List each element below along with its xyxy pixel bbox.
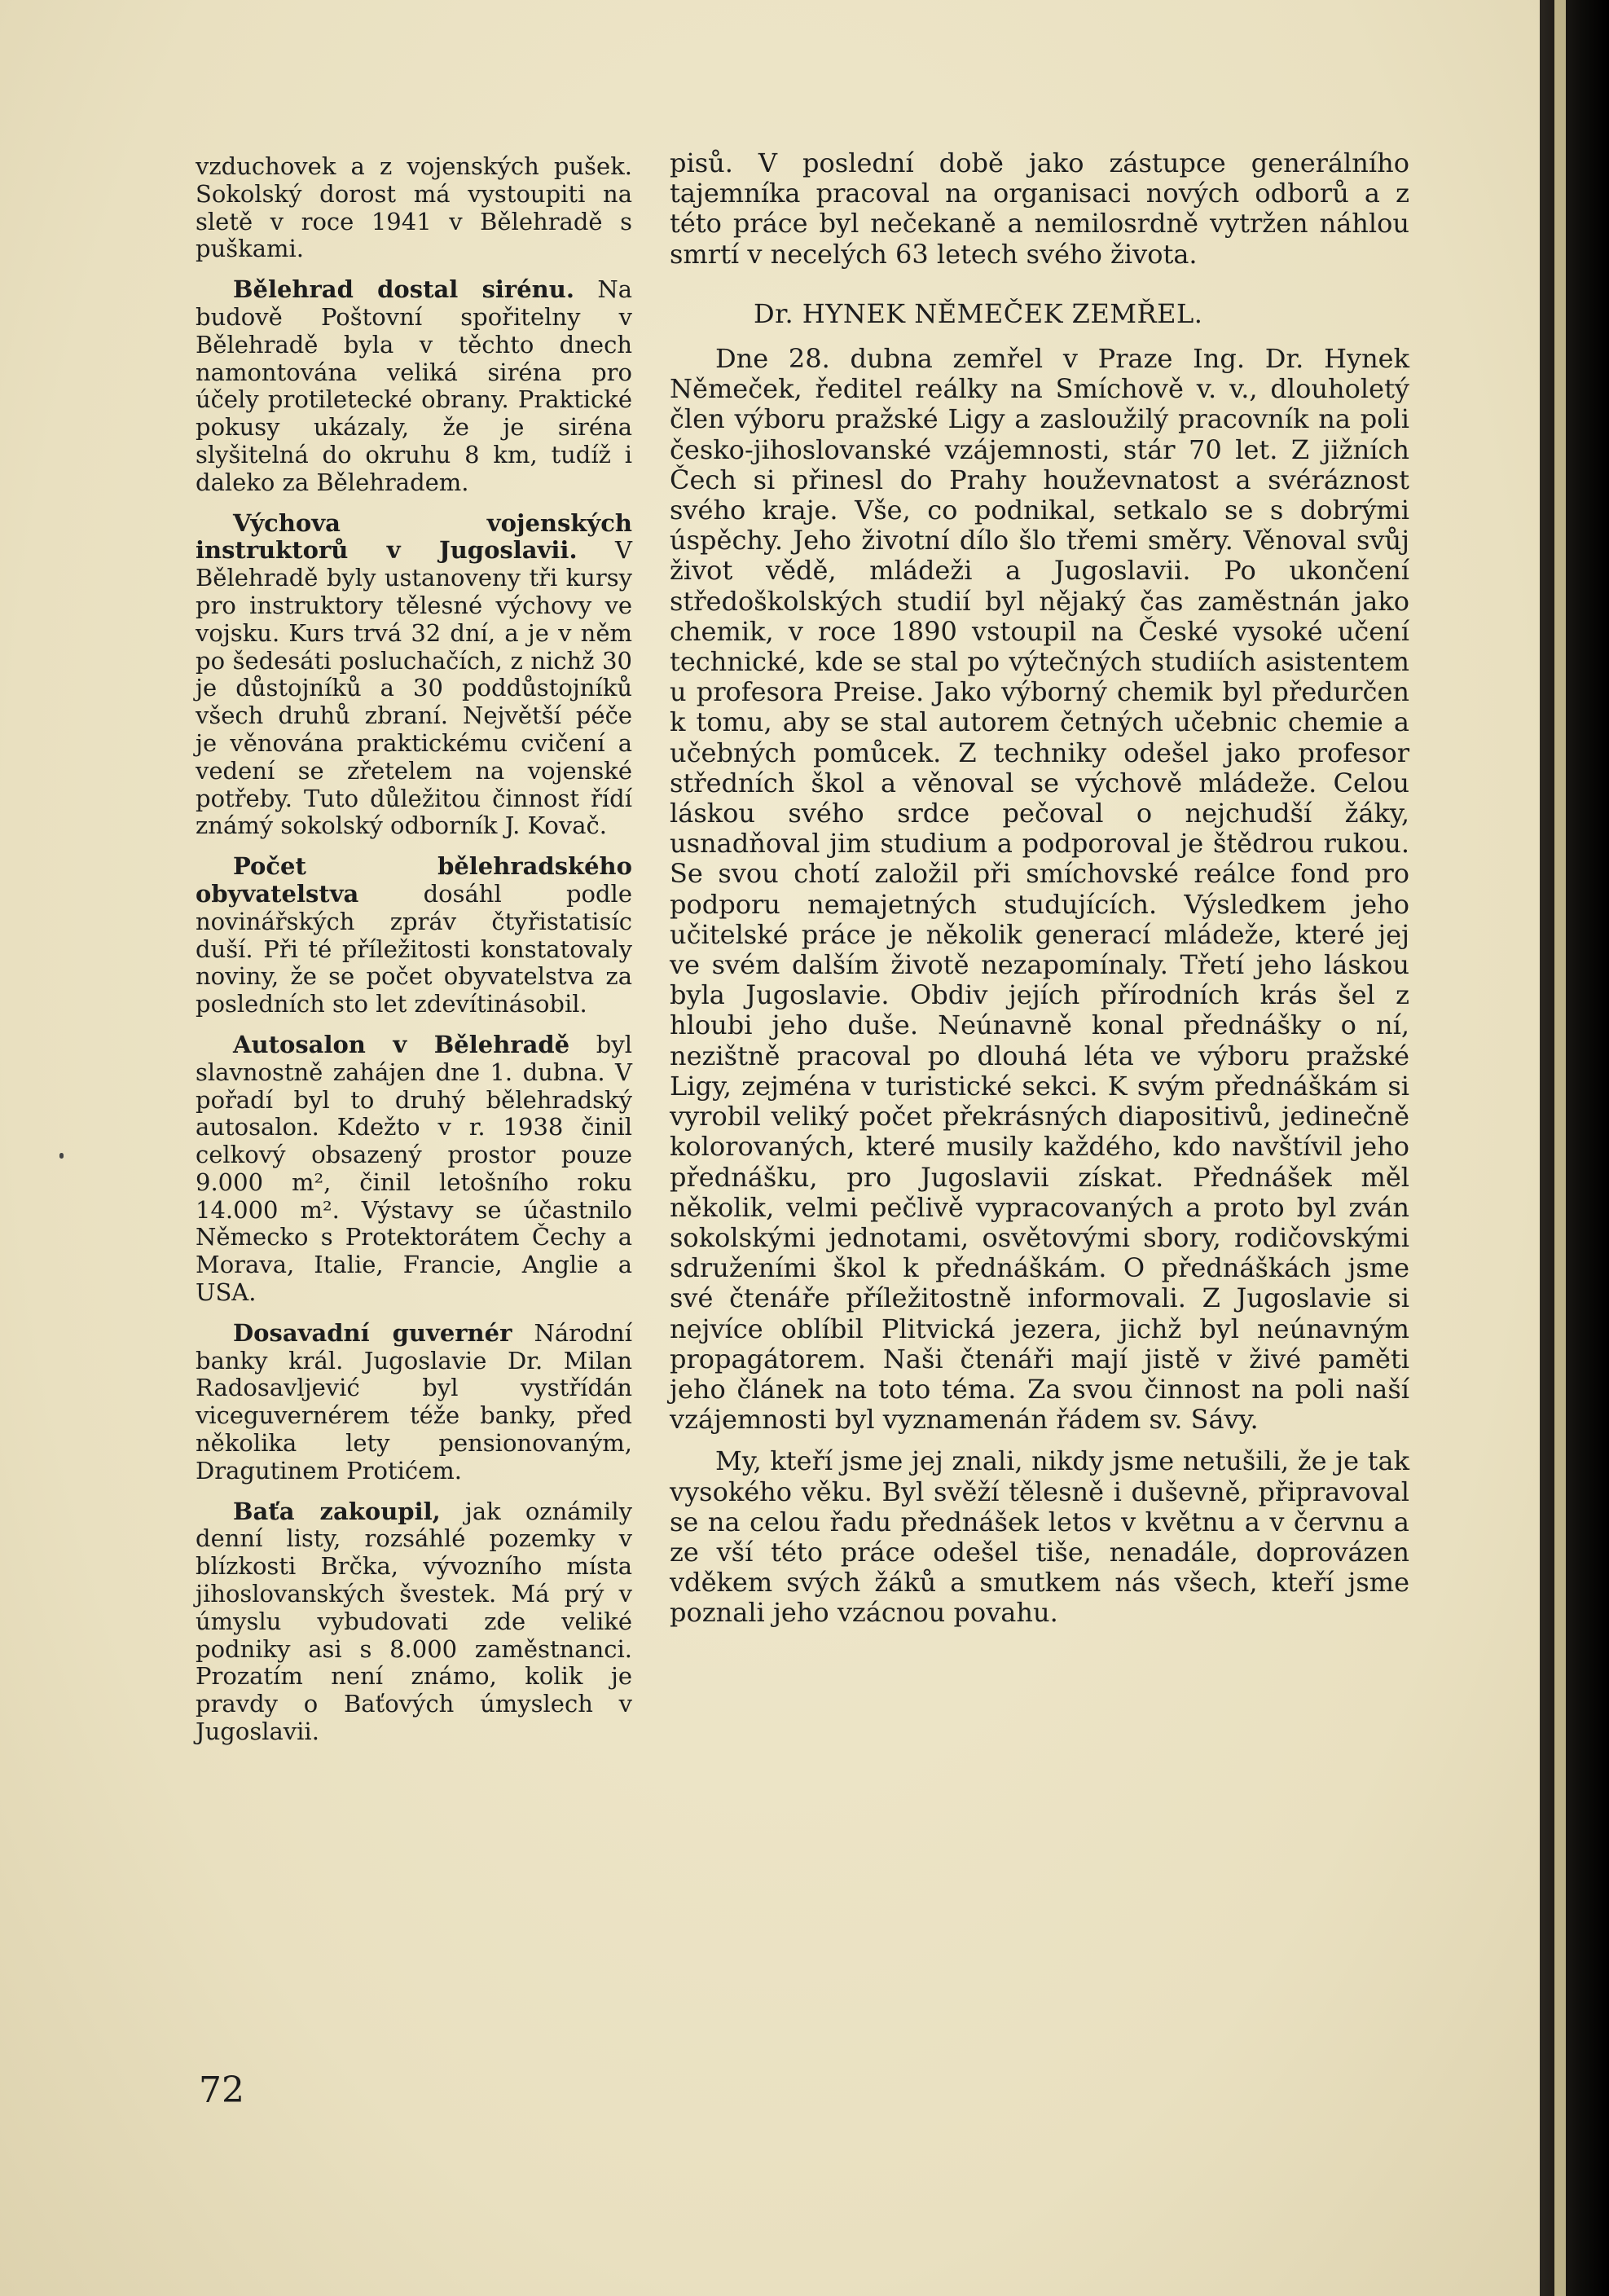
book-gutter bbox=[1540, 0, 1609, 2296]
news-item-text: byl slavnostně zahájen dne 1. dubna. V pořadí byl to druhý bělehradský autosalon. Kdežto v r. 1938 činil celkový obsazený prostor pouze 9.000 m², činil letošního roku 14.000 m². Výstavy se účastnilo Německo s Protektorátem Čechy a Morava, Italie, Francie, Anglie a USA. bbox=[196, 1030, 632, 1307]
news-item bbox=[196, 1498, 632, 1746]
right-column bbox=[670, 148, 1409, 1629]
news-item bbox=[196, 153, 632, 263]
news-item-lead: Autosalon v Bělehradě bbox=[233, 1030, 570, 1058]
article-paragraph: My, kteří jsme jej znali, nikdy jsme netušili, že je tak vysokého věku. Byl svěží tělesně i duševně, připravoval se na celou řadu přednášek letos v květnu a v červnu a ze vší této práce odešel tiše, nenadále, doprovázen vděkem svých žáků a smutkem nás všech, kteří jsme poznali jeho vzácnou povahu. bbox=[670, 1445, 1409, 1629]
news-item-lead: Dosavadní guvernér bbox=[233, 1318, 512, 1347]
news-item bbox=[196, 510, 632, 841]
news-item-text: Na budově Poštovní spořitelny v Bělehradě byla v těchto dnech namontována veliká siréna pro účely protiletecké obrany. Praktické pokusy ukázaly, že je siréna slyšitelná do okruhu 8 km, tudíž i daleko za Bělehradem. bbox=[196, 275, 632, 496]
next-page-edge bbox=[1554, 0, 1566, 2296]
news-item bbox=[196, 276, 632, 496]
news-item-lead: Bělehrad dostal sirénu. bbox=[233, 275, 574, 304]
news-item-text: vzduchovek a z vojenských pušek. Sokolský dorost má vystoupiti na sletě v roce 1941 v Bělehradě s puškami. bbox=[196, 152, 632, 263]
article-continuation: pisů. V poslední době jako zástupce generálního tajemníka pracoval na organisaci nových odborů a z této práce byl nečekaně a nemilosrdně vytržen náhlou smrtí v necelých 63 letech svého života. bbox=[670, 147, 1409, 270]
left-column bbox=[196, 153, 632, 1746]
news-item-text: jak oznámily denní listy, rozsáhlé pozemky v blízkosti Brčka, vývozního místa jihoslovanských švestek. Má prý v úmyslu vybudovati zde veliké podniky asi s 8.000 zaměstnanci. Prozatím není známo, kolik je pravdy o Baťových úmyslech v Jugoslavii. bbox=[196, 1497, 632, 1746]
news-item bbox=[196, 853, 632, 1018]
news-item bbox=[196, 1320, 632, 1485]
news-item bbox=[196, 1031, 632, 1307]
article-heading: Dr. HYNEK NĚMEČEK ZEMŘEL. bbox=[754, 297, 1203, 329]
news-item-text: dosáhl podle novinářských zpráv čtyřistatisíc duší. Při té příležitosti konstatovaly noviny, že se počet obyvatelstva za posledních sto let zdevítinásobil. bbox=[196, 879, 632, 1018]
news-item-lead: Baťa zakoupil, bbox=[233, 1497, 441, 1525]
page-number: 72 bbox=[199, 2069, 244, 2111]
ink-speck bbox=[59, 1153, 64, 1159]
article-paragraph: Dne 28. dubna zemřel v Praze Ing. Dr. Hynek Němeček, ředitel reálky na Smíchově v. v., dlouholetý člen výboru pražské Ligy a zasloužilý pracovník na poli česko-jihoslovanské vzájemnosti, stár 70 let. Z jižních Čech si přinesl do Prahy houževnatost a svéráznost svého kraje. Vše, co podnikal, setkalo se s dobrými úspěchy. Jeho životní dílo šlo třemi směry. Věnoval svůj život vědě, mládeži a Jugoslavii. Po ukončení středoškolských studií byl nějaký čas zaměstnán jako chemik, v roce 1890 vstoupil na České vysoké učení technické, kde se stal po výtečných studiích asistentem u profesora Preise. Jako výborný chemik byl předurčen k tomu, aby se stal autorem četných učebnic chemie a učebných pomůcek. Z techniky odešel jako profesor středních škol a věnoval se výchově mládeže. Celou láskou svého srdce pečoval o nejchudší žáky, usnadňoval jim studium a podporoval je štědrou rukou. Se svou chotí založil při smíchovské reálce fond pro podporu nemajetných studujících. Výsledkem jeho učitelské práce je několik generací mládeže, které jej ve svém dalším životě nezapomínaly. Třetí jeho láskou byla Jugoslavie. Obdiv jejích přírodních krás šel z hloubi jeho duše. Neúnavně konal přednášky o ní, nezištně pracoval po dlouhá léta ve výboru pražské Ligy, zejména v turistické sekci. K svým přednáškám si vyrobil veliký počet překrásných diapositivů, jedinečně kolorovaných, které musily každého, kdo navštívil jeho přednášku, pro Jugoslavii získat. Přednášek měl několik, velmi pečlivě vypracovaných a proto byl zván sokolskými jednotami, osvětovými sbory, rodičovskými sdruženími škol k přednáškám. O přednáškách jsme své čtenáře příležitostně informovali. Z Jugoslavie si nejvíce oblíbil Plitvická jezera, jichž byl neúnavným propagátorem. Naši čtenáři mají jistě v živé paměti jeho článek na toto téma. Za svou činnost na poli naší vzájemnosti byl vyznamenán řádem sv. Sávy. bbox=[670, 343, 1409, 1436]
news-item-lead: Výchova vojenských instruktorů v Jugoslavii. bbox=[196, 508, 632, 565]
news-item-lead: Počet bělehradského obyvatelstva bbox=[196, 852, 632, 908]
news-item-text: Národní banky král. Jugoslavie Dr. Milan Radosavljević byl vystřídán viceguvernérem téže banky, před několika lety pensionovaným, Dragutinem Protićem. bbox=[196, 1318, 632, 1484]
news-item-text: V Bělehradě byly ustanoveny tři kursy pro instruktory tělesné výchovy ve vojsku. Kurs trvá 32 dní, a je v něm po šedesáti posluchačích, z nichž 30 je důstojníků a 30 poddůstojníků všech druhů zbraní. Největší péče je věnována praktickému cvičení a vedení se zřetelem na vojenské potřeby. Tuto důležitou činnost řídí známý sokolský odborník J. Kovač. bbox=[196, 536, 632, 840]
